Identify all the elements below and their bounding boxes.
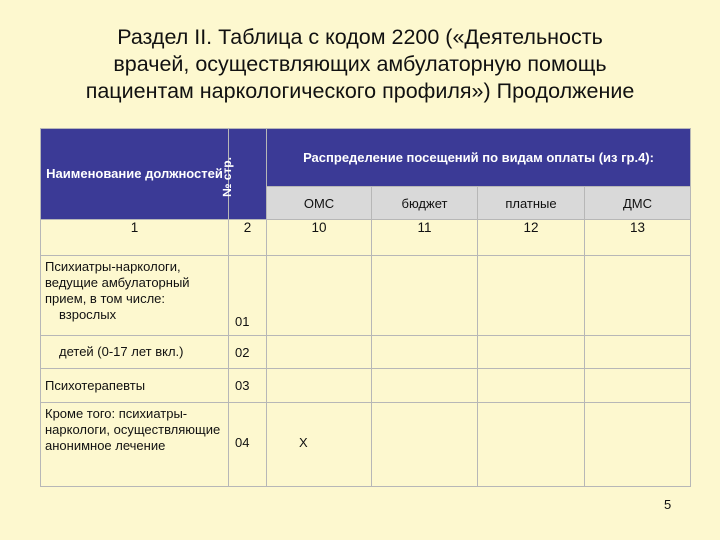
cell-oms bbox=[267, 369, 372, 403]
position-name: детей (0-17 лет вкл.) bbox=[41, 336, 229, 369]
title-line-2: врачей, осуществляющих амбулаторную помощь bbox=[113, 52, 607, 76]
col-number: 2 bbox=[229, 220, 267, 256]
cell-paid bbox=[478, 256, 585, 336]
col-number: 12 bbox=[478, 220, 585, 256]
row-code bbox=[229, 369, 267, 403]
col-number: 11 bbox=[372, 220, 478, 256]
row-code bbox=[229, 336, 267, 369]
cell-oms: X bbox=[267, 403, 372, 487]
position-name: Кроме того: психиатры-наркологи, осуществляющие анонимное лечение bbox=[41, 403, 229, 487]
cell-dms bbox=[585, 336, 691, 369]
table-row bbox=[41, 256, 691, 336]
header-budget: бюджет bbox=[372, 187, 478, 220]
position-name-extra: взрослых bbox=[59, 307, 117, 322]
column-number-row bbox=[41, 220, 691, 256]
cell-dms bbox=[585, 369, 691, 403]
cell-paid bbox=[478, 336, 585, 369]
row-code bbox=[229, 256, 267, 336]
header-payment-distribution: Распределение посещений по видам оплаты (из гр.4): bbox=[267, 129, 691, 187]
page-number: 5 bbox=[664, 497, 672, 512]
header-row-number bbox=[220, 129, 267, 220]
cell-dms bbox=[585, 403, 691, 487]
cell-budget bbox=[372, 336, 478, 369]
cell-oms bbox=[267, 336, 372, 369]
col-number: 1 bbox=[41, 220, 229, 256]
row-code-text: 01 bbox=[235, 314, 250, 329]
row-code bbox=[229, 403, 267, 487]
cell-budget bbox=[372, 369, 478, 403]
position-name bbox=[41, 256, 229, 336]
cell-dms bbox=[585, 256, 691, 336]
cell-paid bbox=[478, 403, 585, 487]
header-oms: ОМС bbox=[267, 187, 372, 220]
col-number: 13 bbox=[585, 220, 691, 256]
cell-paid bbox=[478, 369, 585, 403]
table-row bbox=[41, 336, 691, 369]
slide-title bbox=[20, 24, 700, 105]
col-number: 10 bbox=[267, 220, 372, 256]
title-line-1: Раздел II. Таблица с кодом 2200 («Деятельность bbox=[117, 25, 603, 49]
header-paid: платные bbox=[478, 187, 585, 220]
header-dms: ДМС bbox=[585, 187, 691, 220]
table-row bbox=[41, 369, 691, 403]
header-position-name: Наименование должностей bbox=[41, 129, 229, 220]
row-code-text: 04 bbox=[235, 435, 250, 450]
position-name-text: Психиатры-наркологи, ведущие амбулаторный прием, в том числе: bbox=[45, 259, 190, 306]
position-name: Психотерапевты bbox=[41, 369, 229, 403]
cell-oms bbox=[267, 256, 372, 336]
row-code-text: 03 bbox=[235, 378, 250, 393]
title-line-3: пациентам наркологического профиля») Продолжение bbox=[85, 79, 635, 103]
cell-budget bbox=[372, 256, 478, 336]
header-row-number-label: № стр. bbox=[220, 157, 234, 197]
table-row bbox=[41, 403, 691, 487]
visits-table bbox=[40, 128, 691, 487]
cell-budget bbox=[372, 403, 478, 487]
row-code-text: 02 bbox=[235, 344, 250, 360]
